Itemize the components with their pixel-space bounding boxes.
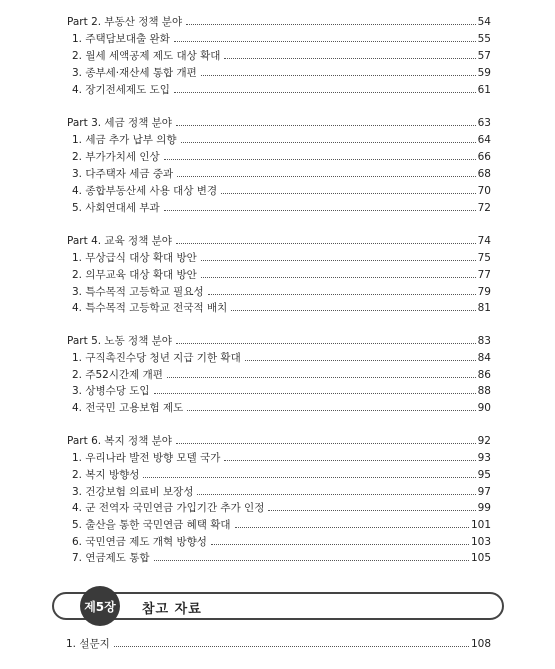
toc-item[interactable] xyxy=(72,401,491,415)
toc-item-title: 3. 특수목적 고등학교 필요성 xyxy=(72,286,204,298)
toc-part-3[interactable] xyxy=(67,116,491,130)
toc-part-2[interactable] xyxy=(67,15,491,29)
toc-item[interactable] xyxy=(72,150,491,164)
toc-page-number: 95 xyxy=(477,469,491,481)
toc-item[interactable] xyxy=(72,384,491,398)
toc-page-number: 61 xyxy=(477,84,491,96)
toc-item[interactable] xyxy=(72,551,491,565)
dot-leader xyxy=(186,24,476,25)
toc-item[interactable] xyxy=(72,49,491,63)
dot-leader xyxy=(167,377,476,378)
toc-part-title: Part 6. 복지 정책 분야 xyxy=(67,435,172,447)
toc-item-title: 2. 복지 방향성 xyxy=(72,469,140,481)
dot-leader xyxy=(154,393,476,394)
dot-leader xyxy=(143,477,475,478)
dot-leader xyxy=(164,159,476,160)
toc-page-number: 108 xyxy=(470,638,491,650)
toc-page-number: 93 xyxy=(477,452,491,464)
toc-part-6[interactable] xyxy=(67,434,491,448)
toc-item-title: 6. 국민연금 제도 개혁 방향성 xyxy=(72,536,207,548)
toc-item-title: 1. 설문지 xyxy=(66,638,110,650)
dot-leader xyxy=(187,410,475,411)
toc-page-number: 84 xyxy=(477,352,491,364)
toc-page-number: 97 xyxy=(477,486,491,498)
dot-leader xyxy=(176,243,476,244)
dot-leader xyxy=(208,294,476,295)
toc-page-number: 81 xyxy=(477,302,491,314)
toc-item-title: 4. 특수목적 고등학교 전국적 배치 xyxy=(72,302,228,314)
toc-item[interactable] xyxy=(72,66,491,80)
toc-item[interactable] xyxy=(72,518,491,532)
toc-item-title: 3. 건강보험 의료비 보장성 xyxy=(72,486,194,498)
toc-page-number: 83 xyxy=(477,335,491,347)
toc-page-number: 72 xyxy=(477,202,491,214)
toc-item[interactable] xyxy=(72,451,491,465)
toc-item-title: 1. 주택담보대출 완화 xyxy=(72,33,170,45)
toc-item-title: 3. 상병수당 도입 xyxy=(72,385,150,397)
toc-page-number: 86 xyxy=(477,369,491,381)
toc-page-number: 92 xyxy=(477,435,491,447)
toc-part-5[interactable] xyxy=(67,334,491,348)
toc-item[interactable] xyxy=(72,285,491,299)
dot-leader xyxy=(181,142,476,143)
dot-leader xyxy=(114,646,469,647)
toc-page-number: 101 xyxy=(470,519,491,531)
toc-part-4[interactable] xyxy=(67,234,491,248)
chapter-badge: 제5장 xyxy=(80,586,120,626)
toc-item[interactable] xyxy=(72,501,491,515)
toc-item-title: 4. 전국민 고용보험 제도 xyxy=(72,402,184,414)
dot-leader xyxy=(201,75,476,76)
toc-item-title: 3. 종부세·재산세 통합 개편 xyxy=(72,67,197,79)
toc-item-title: 4. 종합부동산세 사용 대상 변경 xyxy=(72,185,218,197)
toc-item[interactable] xyxy=(72,201,491,215)
dot-leader xyxy=(245,360,476,361)
toc-page-number: 63 xyxy=(477,117,491,129)
toc-item[interactable] xyxy=(72,301,491,315)
toc-item-title: 1. 우리나라 발전 방향 모델 국가 xyxy=(72,452,221,464)
toc-page-number: 55 xyxy=(477,33,491,45)
toc-item-title: 1. 구직촉진수당 청년 지급 기한 확대 xyxy=(72,352,241,364)
toc-part-title: Part 4. 교육 정책 분야 xyxy=(67,235,172,247)
dot-leader xyxy=(197,494,475,495)
dot-leader xyxy=(221,193,476,194)
toc-item[interactable] xyxy=(72,32,491,46)
toc-item-title: 2. 월세 세액공제 제도 대상 확대 xyxy=(72,50,221,62)
toc-page-number: 103 xyxy=(470,536,491,548)
toc-part-title: Part 3. 세금 정책 분야 xyxy=(67,117,172,129)
toc-page-number: 68 xyxy=(477,168,491,180)
toc-item[interactable] xyxy=(72,184,491,198)
toc-item-title: 5. 사회연대세 부과 xyxy=(72,202,160,214)
toc-page-number: 66 xyxy=(477,151,491,163)
dot-leader xyxy=(164,210,476,211)
toc-page-number: 105 xyxy=(470,552,491,564)
toc-item-title: 1. 세금 추가 납부 의향 xyxy=(72,134,177,146)
chapter-title: 참고 자료 xyxy=(142,602,202,617)
dot-leader xyxy=(224,460,475,461)
dot-leader xyxy=(176,343,476,344)
toc-page-number: 77 xyxy=(477,269,491,281)
toc-item[interactable] xyxy=(72,368,491,382)
toc-item-title: 3. 다주택자 세금 중과 xyxy=(72,168,174,180)
toc-part-title: Part 2. 부동산 정책 분야 xyxy=(67,16,183,28)
toc-item[interactable] xyxy=(72,485,491,499)
toc-item[interactable] xyxy=(72,535,491,549)
dot-leader xyxy=(224,58,475,59)
toc-page-number: 57 xyxy=(477,50,491,62)
toc-item[interactable] xyxy=(72,167,491,181)
toc-item-title: 1. 무상급식 대상 확대 방안 xyxy=(72,252,197,264)
toc-item[interactable] xyxy=(72,468,491,482)
dot-leader xyxy=(235,527,469,528)
toc-item[interactable] xyxy=(72,133,491,147)
dot-leader xyxy=(174,92,476,93)
toc-item-title: 7. 연금제도 통합 xyxy=(72,552,150,564)
toc-page-number: 79 xyxy=(477,286,491,298)
toc-item-title: 2. 부가가치세 인상 xyxy=(72,151,160,163)
toc-item-title: 4. 군 전역자 국민연금 가입기간 추가 인정 xyxy=(72,502,265,514)
dot-leader xyxy=(154,560,469,561)
dot-leader xyxy=(211,544,469,545)
toc-page-number: 70 xyxy=(477,185,491,197)
toc-item-title: 2. 의무교육 대상 확대 방안 xyxy=(72,269,197,281)
dot-leader xyxy=(231,310,475,311)
toc-page-number: 54 xyxy=(477,16,491,28)
dot-leader xyxy=(201,260,476,261)
toc-item[interactable] xyxy=(72,351,491,365)
toc-page-number: 74 xyxy=(477,235,491,247)
toc-item-title: 4. 장기전세제도 도입 xyxy=(72,84,170,96)
toc-part-title: Part 5. 노동 정책 분야 xyxy=(67,335,172,347)
toc-item[interactable] xyxy=(72,268,491,282)
toc-item-title: 2. 주52시간제 개편 xyxy=(72,369,163,381)
toc-item[interactable] xyxy=(66,637,491,651)
dot-leader xyxy=(268,510,475,511)
toc-page-number: 90 xyxy=(477,402,491,414)
toc-page-number: 64 xyxy=(477,134,491,146)
toc-page-number: 99 xyxy=(477,502,491,514)
dot-leader xyxy=(176,125,476,126)
toc-page-number: 75 xyxy=(477,252,491,264)
dot-leader xyxy=(176,443,476,444)
dot-leader xyxy=(201,277,476,278)
toc-item-title: 5. 출산을 통한 국민연금 혜택 확대 xyxy=(72,519,231,531)
toc-item[interactable] xyxy=(72,83,491,97)
toc-page-number: 88 xyxy=(477,385,491,397)
dot-leader xyxy=(174,41,476,42)
dot-leader xyxy=(177,176,475,177)
toc-page-number: 59 xyxy=(477,67,491,79)
toc-item[interactable] xyxy=(72,251,491,265)
